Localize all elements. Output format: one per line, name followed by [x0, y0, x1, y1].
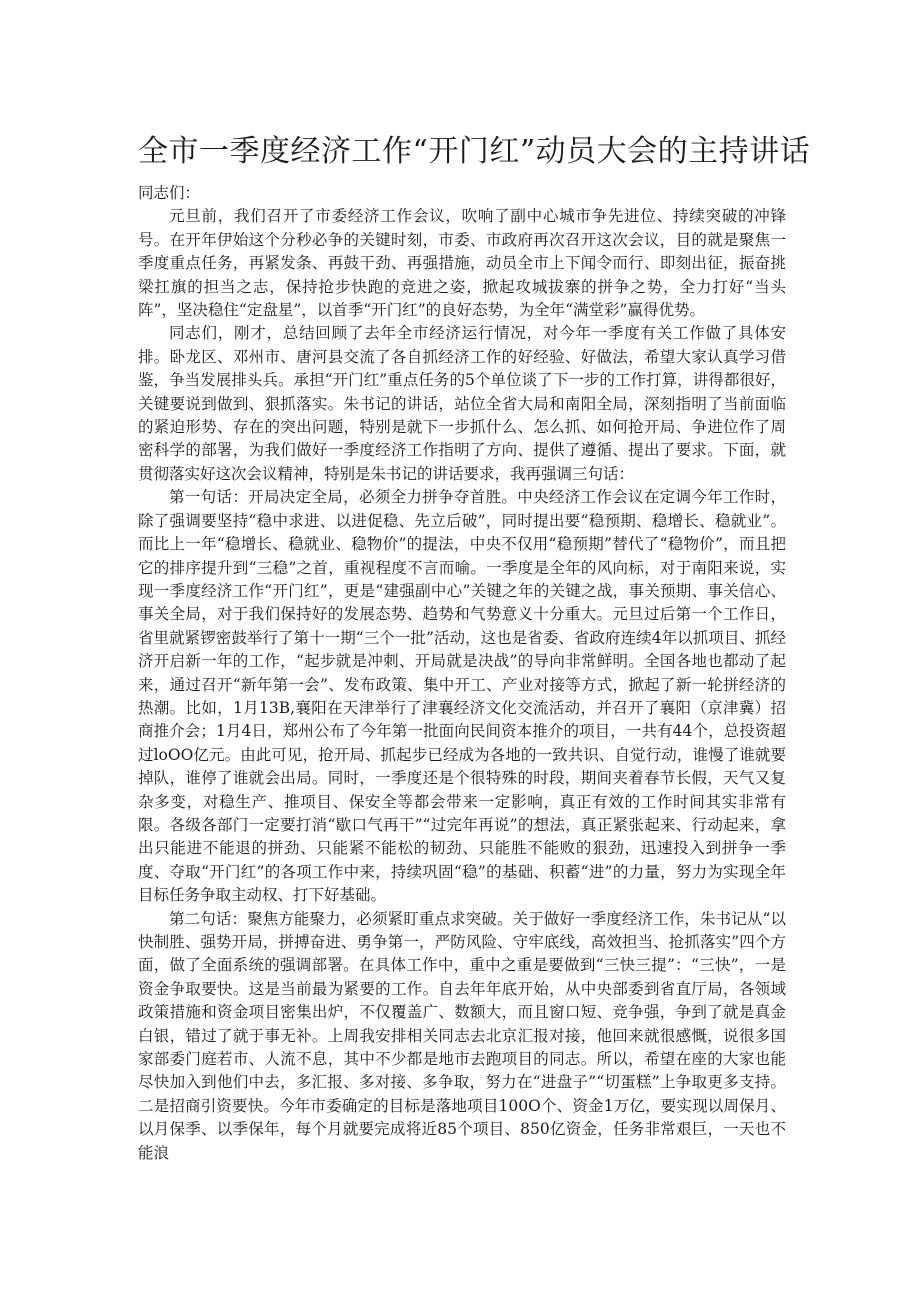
document-title: 全市一季度经济工作“开门红”动员大会的主持讲话 — [138, 134, 811, 169]
paragraph-intro: 元旦前，我们召开了市委经济工作会议，吹响了副中心城市争先进位、持续突破的冲锋号。在开年伊始这个分秒必争的关键时刻，市委、市政府再次召开这次会议，目的就是聚焦一季度重点任务，再紧发条、再鼓干劲、再强措施，动员全市上下闻令而行、即刻出征，振奋挑梁扛旗的担当之志，保持抢步快跑的竞进之姿，掀起攻城拔寨的拼争之势，全力打好“当头阵”，坚决稳住“定盘星”，以首季“开门红”的良好态势，为全年“满堂彩”赢得优势。 — [138, 207, 786, 320]
document-page — [138, 130, 811, 1165]
paragraph-point-one: 第一句话：开局决定全局，必须全力拼争夺首胜。中央经济工作会议在定调今年工作时，除了强调要坚持“稳中求进、以进促稳、先立后破”，同时提出要“稳预期、稳增长、稳就业”。而比上一年“稳增长、稳就业、稳物价”的提法，中央不仅用“稳预期”替代了“稳物价”，而且把它的排序提升到“三稳”之首，重视程度不言而喻。一季度是全年的风向标，对于南阳来说，实现一季度经济工作“开门红”，更是“建强副中心”关键之年的关键之战，事关预期、事关信心、事关全局，对于我们保持好的发展态势、趋势和气势意义十分重大。元旦过后第一个工作日，省里就紧锣密鼓举行了第十一期“三个一批”活动，这也是省委、省政府连续4年以抓项目、抓经济开启新一年的工作，“起步就是冲刺、开局就是决战”的导向非常鲜明。全国各地也都动了起来，通过召开“新年第一会”、发布政策、集中开工、产业对接等方式，掀起了新一轮拼经济的热潮。比如，1月13B,襄阳在天津举行了津襄经济文化交流活动，并召开了襄阳（京津冀）招商推介会；1月4日，郑州公布了今年第一批面向民间资本推介的项目，一共有44个，总投资超过loOO亿元。由此可见，抢开局、抓起步已经成为各地的一致共识、自觉行动，谁慢了谁就要掉队，谁停了谁就会出局。同时，一季度还是个很特殊的时段，期间夹着春节长假，天气又复杂多变，对稳生产、推项目、保安全等都会带来一定影响，真正有效的工作时间其实非常有限。各级各部门一定要打消“歇口气再干”“过完年再说”的想法，真正紧张起来、行动起来，拿出只能进不能退的拼劲、只能紧不能松的韧劲、只能胜不能败的狠劲，迅速投入到拼争一季度、夺取“开门红”的各项工作中来，持续巩固“稳”的基础、积蓄“进”的力量，努力为实现全年目标任务争取主动权、打下好基础。 — [138, 488, 786, 905]
salutation: 同志们： — [138, 184, 201, 202]
paragraph-point-two: 第二句话：聚焦方能聚力，必须紧盯重点求突破。关于做好一季度经济工作，朱书记从“以快制胜、强势开局，拼搏奋进、勇争第一，严防风险、守牢底线，高效担当、抢抓落实”四个方面，做了全面系统的强调部署。在具体工作中，重中之重是要做到“三快三提”：“三快”，一是资金争取要快。这是当前最为紧要的工作。自去年年底开始，从中央部委到省直厅局，各领域政策措施和资金项目密集出炉，不仅覆盖广、数额大，而且窗口短、竞争强，争到了就是真金白银，错过了就于事无补。上周我安排相关同志去北京汇报对接，他回来就很感慨，说很多国家部委门庭若市、人流不息，其中不少都是地市去跑项目的同志。所以，希望在座的大家也能尽快加入到他们中去，多汇报、多对接、多争取，努力在“进盘子”“切蛋糕”上争取更多支持。二是招商引资要快。今年市委确定的目标是落地项目100O个、资金1万亿，要实现以周保月、以月保季、以季保年，每个月就要完成将近85个项目、850亿资金，任务非常艰巨，一天也不能浪 — [138, 909, 786, 1162]
paragraph-review: 同志们，刚才，总结回顾了去年全市经济运行情况，对今年一季度有关工作做了具体安排。卧龙区、邓州市、唐河县交流了各自抓经济工作的好经验、好做法，希望大家认真学习借鉴，争当发展排头兵。承担“开门红”重点任务的5个单位谈了下一步的工作打算，讲得都很好，关键要说到做到、狠抓落实。朱书记的讲话，站位全省大局和南阳全局，深刻指明了当前面临的紧迫形势、存在的突出问题，特别是就下一步抓什么、怎么抓、如何抢开局、争进位作了周密科学的部署，为我们做好一季度经济工作指明了方向、提供了遵循、提出了要求。下面，就贯彻落实好这次会议精神，特别是朱书记的讲话要求，我再强调三句话： — [138, 324, 786, 483]
